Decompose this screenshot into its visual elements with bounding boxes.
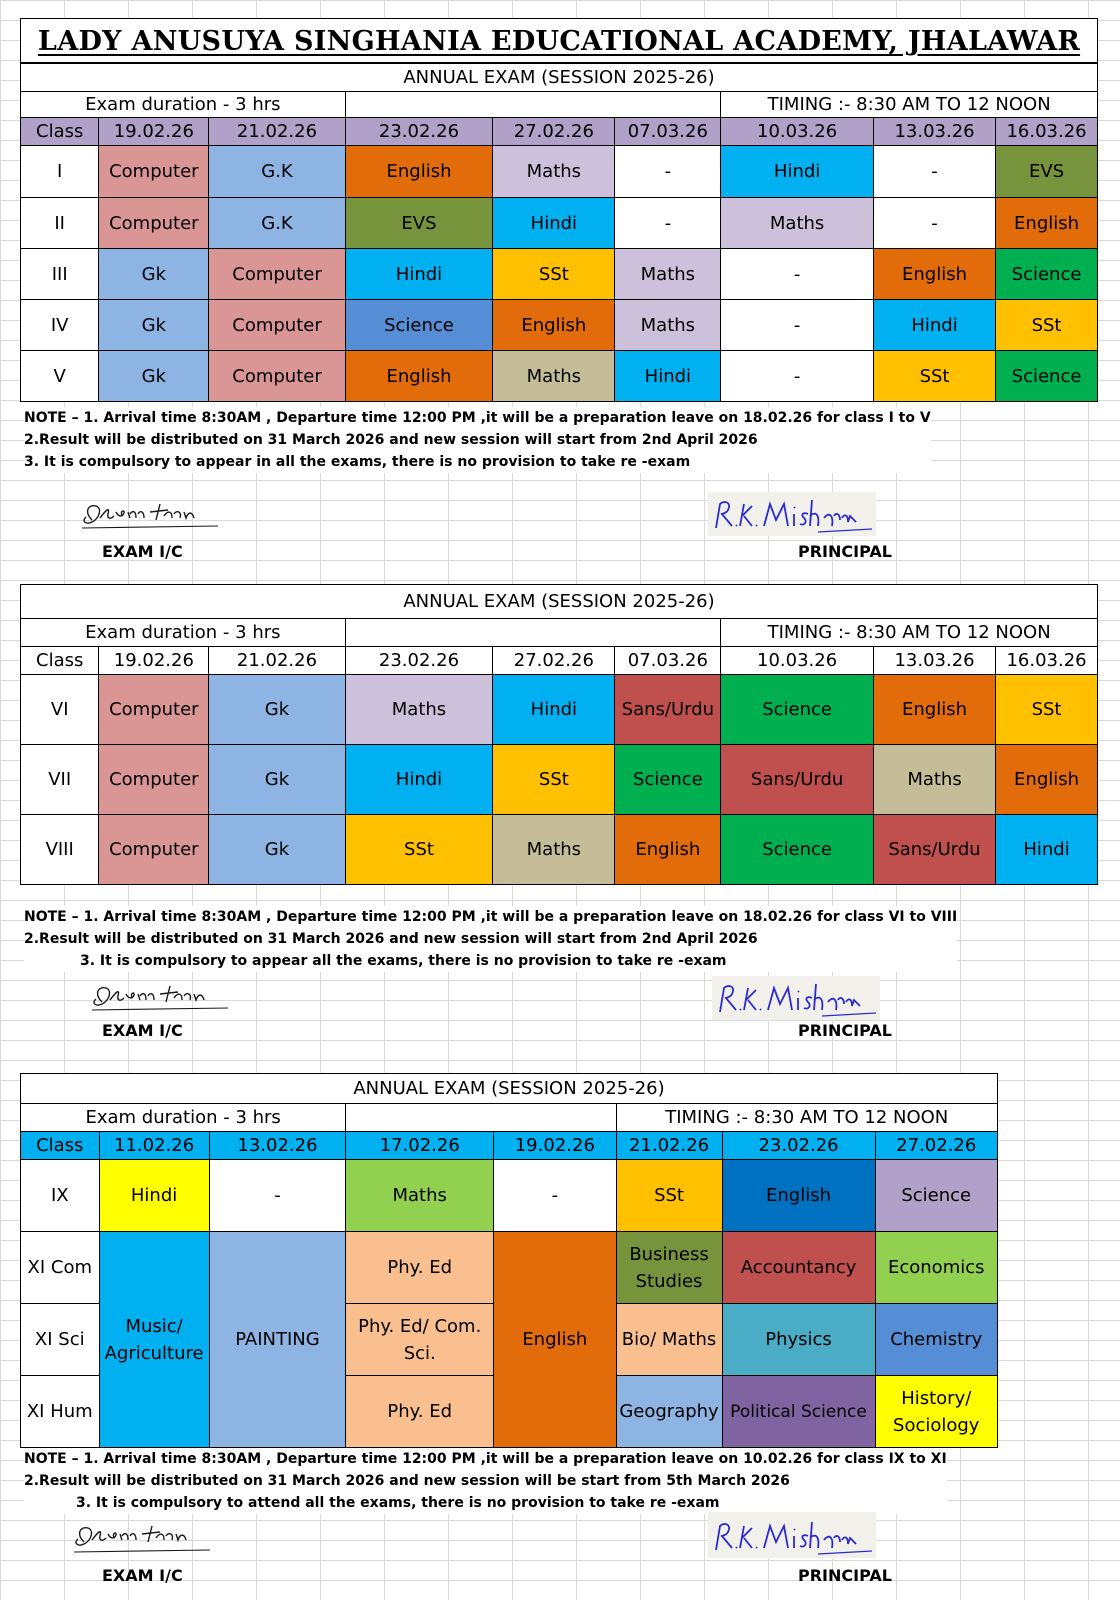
table-row: [21, 351, 1098, 402]
subject-cell: -: [873, 198, 995, 249]
subject-cell: Phy. Ed/ Com. Sci.: [346, 1304, 494, 1376]
subject-cell: Hindi: [99, 1160, 209, 1232]
subject-cell: Hindi: [493, 198, 615, 249]
subject-cell: English: [493, 300, 615, 351]
subject-cell: Gk: [99, 249, 209, 300]
table-row: [21, 249, 1098, 300]
subject-cell: -: [209, 1160, 346, 1232]
class-cell: IV: [21, 300, 99, 351]
date-header: 07.03.26: [615, 118, 721, 146]
subject-cell: English: [996, 745, 1098, 815]
subject-cell: Hindi: [615, 351, 721, 402]
date-header: 07.03.26: [615, 647, 721, 675]
table-row: [21, 1160, 998, 1232]
subject-cell: Science: [875, 1160, 998, 1232]
subject-cell: Computer: [99, 146, 209, 198]
class-cell: VII: [21, 745, 99, 815]
merged-subject-cell: English: [494, 1232, 616, 1448]
section3-notes: [24, 1448, 947, 1514]
subject-cell: Hindi: [721, 146, 874, 198]
subject-cell: Sans/Urdu: [873, 815, 995, 885]
note-line: 2.Result will be distributed on 31 March 2026 and new session will start from 2nd April 2026: [24, 432, 758, 448]
subject-cell: Science: [615, 745, 721, 815]
subject-cell: Sans/Urdu: [721, 745, 874, 815]
subject-cell: Gk: [99, 351, 209, 402]
principal-signature: [708, 492, 876, 536]
section1-heading: ANNUAL EXAM (SESSION 2025-26): [21, 64, 1098, 92]
subject-cell: Science: [721, 815, 874, 885]
subject-cell: Hindi: [996, 815, 1098, 885]
subject-cell: G.K: [209, 198, 345, 249]
section2-duration: Exam duration - 3 hrs: [21, 619, 346, 647]
subject-cell: SSt: [493, 249, 615, 300]
date-header: 13.02.26: [209, 1132, 346, 1160]
subject-cell: Computer: [209, 300, 345, 351]
subject-cell: SSt: [996, 675, 1098, 745]
date-header: 23.02.26: [722, 1132, 875, 1160]
table-row: [21, 745, 1098, 815]
principal-signature: [708, 1512, 876, 1558]
subject-cell: English: [615, 815, 721, 885]
date-header: 27.02.26: [875, 1132, 998, 1160]
subject-cell: Maths: [493, 351, 615, 402]
subject-cell: Geography: [616, 1376, 722, 1448]
table-row: [21, 815, 1098, 885]
subject-cell: G.K: [209, 146, 345, 198]
subject-cell: -: [721, 249, 874, 300]
subject-cell: Science: [345, 300, 493, 351]
subject-cell: Physics: [722, 1304, 875, 1376]
principal-label: PRINCIPAL: [798, 1566, 892, 1585]
class-cell: IX: [21, 1160, 100, 1232]
subject-cell: Hindi: [345, 249, 493, 300]
exam-ic-label: EXAM I/C: [102, 542, 183, 561]
subject-cell: SSt: [873, 351, 995, 402]
date-header: 21.02.26: [209, 647, 345, 675]
subject-cell: EVS: [345, 198, 493, 249]
note-line: NOTE – 1. Arrival time 8:30AM , Departure time 12:00 PM ,it will be a preparation leave on 18.02.26 for class I to V: [24, 410, 931, 426]
merged-subject-cell: Music/ Agriculture: [99, 1232, 209, 1448]
subject-cell: Maths: [873, 745, 995, 815]
subject-cell: Economics: [875, 1232, 998, 1304]
subject-cell: Phy. Ed: [346, 1376, 494, 1448]
subject-cell: Computer: [209, 351, 345, 402]
table-row: [21, 1232, 998, 1304]
exam-ic-signature: [78, 498, 228, 534]
class-cell: XI Hum: [21, 1376, 100, 1448]
blank-cell: [345, 92, 721, 118]
subject-cell: Chemistry: [875, 1304, 998, 1376]
school-title: LADY ANUSUYA SINGHANIA EDUCATIONAL ACADEMY, JHALAWAR: [20, 18, 1098, 63]
section3-timing: TIMING :- 8:30 AM TO 12 NOON: [616, 1104, 998, 1132]
subject-cell: Accountancy: [722, 1232, 875, 1304]
subject-cell: -: [615, 146, 721, 198]
section2-date-row: [21, 647, 1098, 675]
date-header: 13.03.26: [873, 647, 995, 675]
subject-cell: English: [345, 146, 493, 198]
class-cell: XI Sci: [21, 1304, 100, 1376]
subject-cell: Maths: [493, 815, 615, 885]
note-line: NOTE – 1. Arrival time 8:30AM , Departure time 12:00 PM ,it will be a preparation leave on 18.02.26 for class VI to VIII: [24, 909, 958, 925]
date-header: 16.03.26: [996, 647, 1098, 675]
date-header: 17.02.26: [346, 1132, 494, 1160]
table-row: [21, 300, 1098, 351]
date-header: 19.02.26: [99, 118, 209, 146]
subject-cell: -: [615, 198, 721, 249]
subject-cell: Science: [996, 351, 1098, 402]
date-header: 13.03.26: [873, 118, 995, 146]
subject-cell: -: [721, 351, 874, 402]
subject-cell: EVS: [996, 146, 1098, 198]
class-cell: XI Com: [21, 1232, 100, 1304]
subject-cell: Hindi: [345, 745, 493, 815]
blank-cell: [346, 1104, 616, 1132]
date-header: 11.02.26: [99, 1132, 209, 1160]
date-header: 21.02.26: [616, 1132, 722, 1160]
note-line: 2.Result will be distributed on 31 March 2026 and new session will start from 2nd April 2026: [24, 931, 758, 947]
date-header: 27.02.26: [493, 647, 615, 675]
subject-cell: Phy. Ed: [346, 1232, 494, 1304]
subject-cell: Gk: [209, 815, 345, 885]
subject-cell: Computer: [99, 198, 209, 249]
note-line: 3. It is compulsory to appear all the exams, there is no provision to take re -exam: [80, 953, 727, 969]
subject-cell: Computer: [99, 675, 209, 745]
principal-label: PRINCIPAL: [798, 1021, 892, 1040]
section2-timing: TIMING :- 8:30 AM TO 12 NOON: [721, 619, 1098, 647]
principal-signature: [712, 976, 880, 1020]
section2-heading: ANNUAL EXAM (SESSION 2025-26): [21, 585, 1098, 619]
subject-cell: Maths: [346, 1160, 494, 1232]
exam-ic-signature: [88, 980, 238, 1016]
note-line: 2.Result will be distributed on 31 March 2026 and new session will be start from 5th March 2026: [24, 1473, 790, 1489]
subject-cell: Business Studies: [616, 1232, 722, 1304]
principal-label: PRINCIPAL: [798, 542, 892, 561]
section3-duration: Exam duration - 3 hrs: [21, 1104, 346, 1132]
table-row: [21, 198, 1098, 249]
class-cell: VI: [21, 675, 99, 745]
subject-cell: SSt: [345, 815, 493, 885]
timetable-class-1-5: [20, 63, 1098, 402]
subject-cell: English: [873, 249, 995, 300]
subject-cell: Maths: [615, 300, 721, 351]
date-header: 10.03.26: [721, 647, 874, 675]
table-row: [21, 146, 1098, 198]
section1-date-row: [21, 118, 1098, 146]
exam-ic-label: EXAM I/C: [102, 1021, 183, 1040]
subject-cell: English: [996, 198, 1098, 249]
subject-cell: Computer: [99, 745, 209, 815]
subject-cell: Maths: [615, 249, 721, 300]
subject-cell: -: [721, 300, 874, 351]
date-header: 27.02.26: [493, 118, 615, 146]
section3-heading: ANNUAL EXAM (SESSION 2025-26): [21, 1074, 998, 1104]
section1-duration: Exam duration - 3 hrs: [21, 92, 346, 118]
class-cell: V: [21, 351, 99, 402]
class-cell: VIII: [21, 815, 99, 885]
date-header: 23.02.26: [345, 118, 493, 146]
subject-cell: English: [722, 1160, 875, 1232]
subject-cell: Science: [996, 249, 1098, 300]
section1-notes: [24, 407, 931, 473]
subject-cell: Computer: [209, 249, 345, 300]
note-line: NOTE – 1. Arrival time 8:30AM , Departure time 12:00 PM ,it will be a preparation leave on 10.02.26 for class IX to XI: [24, 1451, 947, 1467]
class-header: Class: [21, 1132, 100, 1160]
subject-cell: -: [873, 146, 995, 198]
date-header: 19.02.26: [494, 1132, 616, 1160]
subject-cell: SSt: [996, 300, 1098, 351]
class-cell: III: [21, 249, 99, 300]
subject-cell: English: [345, 351, 493, 402]
section1-timing: TIMING :- 8:30 AM TO 12 NOON: [721, 92, 1098, 118]
date-header: 10.03.26: [721, 118, 874, 146]
class-cell: I: [21, 146, 99, 198]
subject-cell: Gk: [209, 745, 345, 815]
subject-cell: SSt: [493, 745, 615, 815]
blank-cell: [345, 619, 721, 647]
date-header: 23.02.26: [345, 647, 493, 675]
subject-cell: Maths: [345, 675, 493, 745]
class-header: Class: [21, 647, 99, 675]
date-header: 16.03.26: [996, 118, 1098, 146]
subject-cell: Hindi: [873, 300, 995, 351]
subject-cell: Sans/Urdu: [615, 675, 721, 745]
subject-cell: Science: [721, 675, 874, 745]
section2-notes: [24, 906, 957, 972]
subject-cell: Bio/ Maths: [616, 1304, 722, 1376]
subject-cell: Maths: [721, 198, 874, 249]
subject-cell: Gk: [99, 300, 209, 351]
section3-date-row: [21, 1132, 998, 1160]
merged-subject-cell: PAINTING: [209, 1232, 346, 1448]
exam-ic-label: EXAM I/C: [102, 1566, 183, 1585]
subject-cell: SSt: [616, 1160, 722, 1232]
class-cell: II: [21, 198, 99, 249]
note-line: 3. It is compulsory to attend all the exams, there is no provision to take re -exam: [76, 1495, 720, 1511]
note-line: 3. It is compulsory to appear in all the exams, there is no provision to take re -exam: [24, 454, 691, 470]
subject-cell: English: [873, 675, 995, 745]
subject-cell: Computer: [99, 815, 209, 885]
timetable-class-9-11: [20, 1073, 998, 1448]
exam-ic-signature: [70, 1518, 220, 1558]
subject-cell: Maths: [493, 146, 615, 198]
date-header: 19.02.26: [99, 647, 209, 675]
subject-cell: -: [494, 1160, 616, 1232]
timetable-class-6-8: [20, 584, 1098, 885]
subject-cell: Political Science: [722, 1376, 875, 1448]
subject-cell: Hindi: [493, 675, 615, 745]
class-header: Class: [21, 118, 99, 146]
subject-cell: History/ Sociology: [875, 1376, 998, 1448]
subject-cell: Gk: [209, 675, 345, 745]
date-header: 21.02.26: [209, 118, 345, 146]
table-row: [21, 675, 1098, 745]
